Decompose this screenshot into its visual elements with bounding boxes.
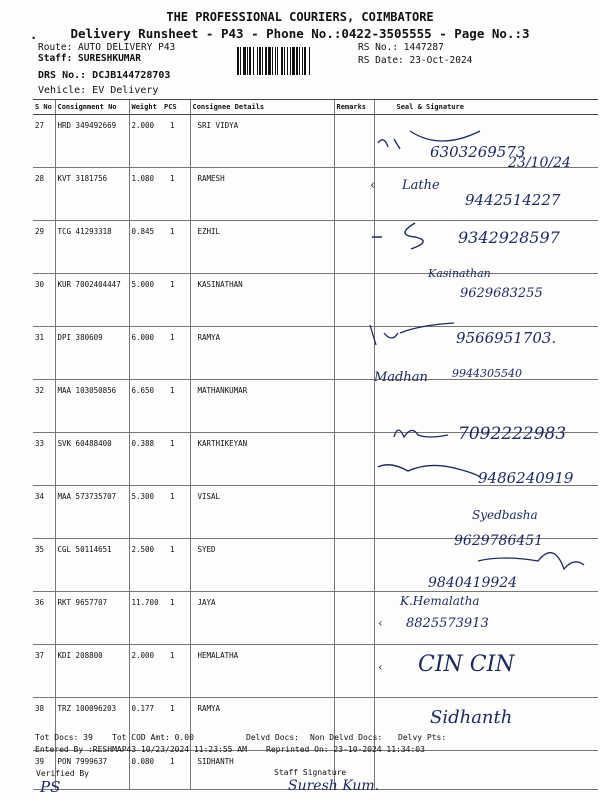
cell-weight: 0.080 xyxy=(129,751,162,790)
cell-pcs: 1 xyxy=(162,486,190,539)
cell-sno: 35 xyxy=(33,539,55,592)
cell-consignee: KASINATHAN xyxy=(190,274,334,327)
cell-consignee: SIDHANTH xyxy=(190,751,334,790)
cell-weight: 2.000 xyxy=(129,645,162,698)
cell-weight: 0.388 xyxy=(129,433,162,486)
cell-remarks xyxy=(334,592,374,645)
svg-text:‹: ‹ xyxy=(378,660,383,674)
route-label: Route: AUTO DELIVERY P43 xyxy=(38,42,176,53)
staff-label: Staff: SURESHKUMAR xyxy=(38,53,141,64)
runsheet-title: Delivery Runsheet - P43 - Phone No.:0422-3505555 - Page No.:3 xyxy=(70,26,530,41)
cell-remarks xyxy=(334,115,374,168)
table-row xyxy=(33,486,598,539)
cell-consignee: JAYA xyxy=(190,592,334,645)
cell-pcs: 1 xyxy=(162,221,190,274)
svg-text:‹: ‹ xyxy=(378,616,383,630)
cell-consignment: MAA 573735707 xyxy=(55,486,129,539)
total-docs: Tot Docs: 39 xyxy=(35,733,93,742)
cell-pcs: 1 xyxy=(162,274,190,327)
cell-weight: 5.300 xyxy=(129,486,162,539)
cell-remarks xyxy=(334,221,374,274)
staff-signature: Suresh Kum. xyxy=(288,778,380,794)
svg-text:‹: ‹ xyxy=(370,178,376,193)
cell-remarks xyxy=(334,486,374,539)
table-row xyxy=(33,592,598,645)
cell-sno: 28 xyxy=(33,168,55,221)
r35-phone: 9629786451 xyxy=(454,533,544,549)
cell-consignment: PON 7999637 xyxy=(55,751,129,790)
r38-sign: CIN CIN xyxy=(418,652,515,677)
cell-sno: 36 xyxy=(33,592,55,645)
cell-consignee: SYED xyxy=(190,539,334,592)
r37-phone: 8825573913 xyxy=(406,616,489,631)
table-row xyxy=(33,645,598,698)
cell-consignment: HRD 349492669 xyxy=(55,115,129,168)
cell-sno: 39 xyxy=(33,751,55,790)
r28-name: Lathe xyxy=(402,178,440,193)
cell-pcs: 1 xyxy=(162,751,190,790)
cell-consignee: MATHANKUMAR xyxy=(190,380,334,433)
col-weight: Weight xyxy=(129,100,162,115)
non-delivered-docs: Non Delvd Docs: xyxy=(310,733,383,742)
cell-consignment: TRZ 100096203 xyxy=(55,698,129,751)
table-row xyxy=(33,380,598,433)
cell-consignee: SRI VIDYA xyxy=(190,115,334,168)
r32-name: Madhan xyxy=(374,370,428,385)
cell-sno: 31 xyxy=(33,327,55,380)
rs-number: RS No.: 1447287 xyxy=(358,42,444,53)
cell-sno: 32 xyxy=(33,380,55,433)
cell-consignment: KDI 208800 xyxy=(55,645,129,698)
col-remarks: Remarks xyxy=(334,100,374,115)
cell-signature xyxy=(374,751,598,790)
col-consignment: Consignment No xyxy=(55,100,129,115)
table-header-row xyxy=(33,100,598,115)
cell-consignment: KVT 3181756 xyxy=(55,168,129,221)
cell-signature xyxy=(374,327,598,380)
r39-sign: Sidhanth xyxy=(430,707,513,728)
cell-remarks xyxy=(334,380,374,433)
cell-consignment: CGL 50114651 xyxy=(55,539,129,592)
cell-pcs: 1 xyxy=(162,115,190,168)
cell-weight: 6.650 xyxy=(129,380,162,433)
cell-remarks xyxy=(334,645,374,698)
cell-remarks xyxy=(334,327,374,380)
cell-sno: 33 xyxy=(33,433,55,486)
cell-consignee: EZHIL xyxy=(190,221,334,274)
table-row xyxy=(33,698,598,751)
r28-phone: 9442514227 xyxy=(465,191,561,209)
cell-pcs: 1 xyxy=(162,433,190,486)
delivery-points: Delvy Pts: xyxy=(398,733,447,742)
cell-signature xyxy=(374,221,598,274)
cell-signature xyxy=(374,698,598,751)
col-sno: S No xyxy=(33,100,55,115)
table-row xyxy=(33,539,598,592)
cell-consignment: MAA 103050856 xyxy=(55,380,129,433)
cell-weight: 0.845 xyxy=(129,221,162,274)
verified-signature: PS xyxy=(40,778,61,796)
cell-weight: 0.177 xyxy=(129,698,162,751)
r32-phone: 9944305540 xyxy=(452,367,522,380)
cell-remarks xyxy=(334,168,374,221)
delivered-docs: Delvd Docs: xyxy=(246,733,299,742)
table-row xyxy=(33,327,598,380)
r34-phone: 9486240919 xyxy=(478,469,574,487)
table-row xyxy=(33,221,598,274)
cell-consignment: TCG 41293318 xyxy=(55,221,129,274)
cell-weight: 2.500 xyxy=(129,539,162,592)
cell-pcs: 1 xyxy=(162,327,190,380)
cell-remarks xyxy=(334,433,374,486)
cell-signature xyxy=(374,539,598,592)
r33-phone: 7092222983 xyxy=(458,424,567,444)
r30-phone: 9629683255 xyxy=(460,286,543,301)
cell-pcs: 1 xyxy=(162,592,190,645)
cell-signature xyxy=(374,168,598,221)
r30-name: Kasinathan xyxy=(428,267,491,280)
total-cod: Tot COD Amt: 0.00 xyxy=(112,733,194,742)
table-row xyxy=(33,168,598,221)
r35-name: Syedbasha xyxy=(472,508,538,522)
cell-consignment: RKT 9657707 xyxy=(55,592,129,645)
cell-consignee: RAMESH xyxy=(190,168,334,221)
cell-pcs: 1 xyxy=(162,698,190,751)
col-pcs: PCS xyxy=(162,100,190,115)
cell-sno: 34 xyxy=(33,486,55,539)
cell-weight: 1.080 xyxy=(129,168,162,221)
cell-sno: 27 xyxy=(33,115,55,168)
cell-consignee: HEMALATHA xyxy=(190,645,334,698)
barcode xyxy=(237,47,349,75)
cell-pcs: 1 xyxy=(162,168,190,221)
cell-signature xyxy=(374,115,598,168)
cell-sno: 29 xyxy=(33,221,55,274)
r27-date: 23/10/24 xyxy=(508,155,571,171)
runsheet-table xyxy=(33,99,598,790)
cell-signature xyxy=(374,592,598,645)
rs-date: RS Date: 23-Oct-2024 xyxy=(358,55,473,66)
cell-pcs: 1 xyxy=(162,380,190,433)
cell-weight: 6.000 xyxy=(129,327,162,380)
staff-signature-label: Staff Signature xyxy=(274,768,347,777)
cell-signature xyxy=(374,486,598,539)
r29-phone: 9342928597 xyxy=(458,228,560,247)
bullet-dot: . xyxy=(30,28,38,42)
drs-number: DRS No.: DCJB144728703 xyxy=(38,70,171,81)
cell-sno: 38 xyxy=(33,698,55,751)
col-signature: Seal & Signature xyxy=(374,100,598,115)
cell-weight: 5.000 xyxy=(129,274,162,327)
cell-signature xyxy=(374,433,598,486)
cell-pcs: 1 xyxy=(162,645,190,698)
r36-phone: 9840419924 xyxy=(428,575,518,591)
verified-by-label: Verified By xyxy=(36,769,89,778)
cell-weight: 11.700 xyxy=(129,592,162,645)
cell-remarks xyxy=(334,274,374,327)
cell-sno: 30 xyxy=(33,274,55,327)
cell-pcs: 1 xyxy=(162,539,190,592)
r31-phone: 9566951703. xyxy=(456,329,557,347)
table-row xyxy=(33,115,598,168)
table-row xyxy=(33,433,598,486)
company-name: THE PROFESSIONAL COURIERS, COIMBATORE xyxy=(166,10,434,24)
vehicle-label: Vehicle: EV Delivery xyxy=(38,85,159,96)
cell-consignee: KARTHIKEYAN xyxy=(190,433,334,486)
entered-by: Entered By :RESHMAP43 10/23/2024 11:23:55 AM xyxy=(35,745,247,754)
r37-name: K.Hemalatha xyxy=(400,594,480,608)
cell-signature xyxy=(374,645,598,698)
cell-consignee: RAMYA xyxy=(190,698,334,751)
cell-consignment: DPI 380609 xyxy=(55,327,129,380)
col-consignee: Consignee Details xyxy=(190,100,334,115)
cell-consignment: SVK 60488400 xyxy=(55,433,129,486)
r27-phone: 6303269573 xyxy=(430,143,526,161)
cell-sno: 37 xyxy=(33,645,55,698)
table-row xyxy=(33,274,598,327)
cell-consignee: VISAL xyxy=(190,486,334,539)
cell-consignee: RAMYA xyxy=(190,327,334,380)
cell-signature xyxy=(374,274,598,327)
cell-consignment: KUR 7002404447 xyxy=(55,274,129,327)
cell-remarks xyxy=(334,698,374,751)
cell-weight: 2.000 xyxy=(129,115,162,168)
reprinted-on: Reprinted On: 23-10-2024 11:34:03 xyxy=(266,745,425,754)
cell-remarks xyxy=(334,539,374,592)
cell-signature xyxy=(374,380,598,433)
